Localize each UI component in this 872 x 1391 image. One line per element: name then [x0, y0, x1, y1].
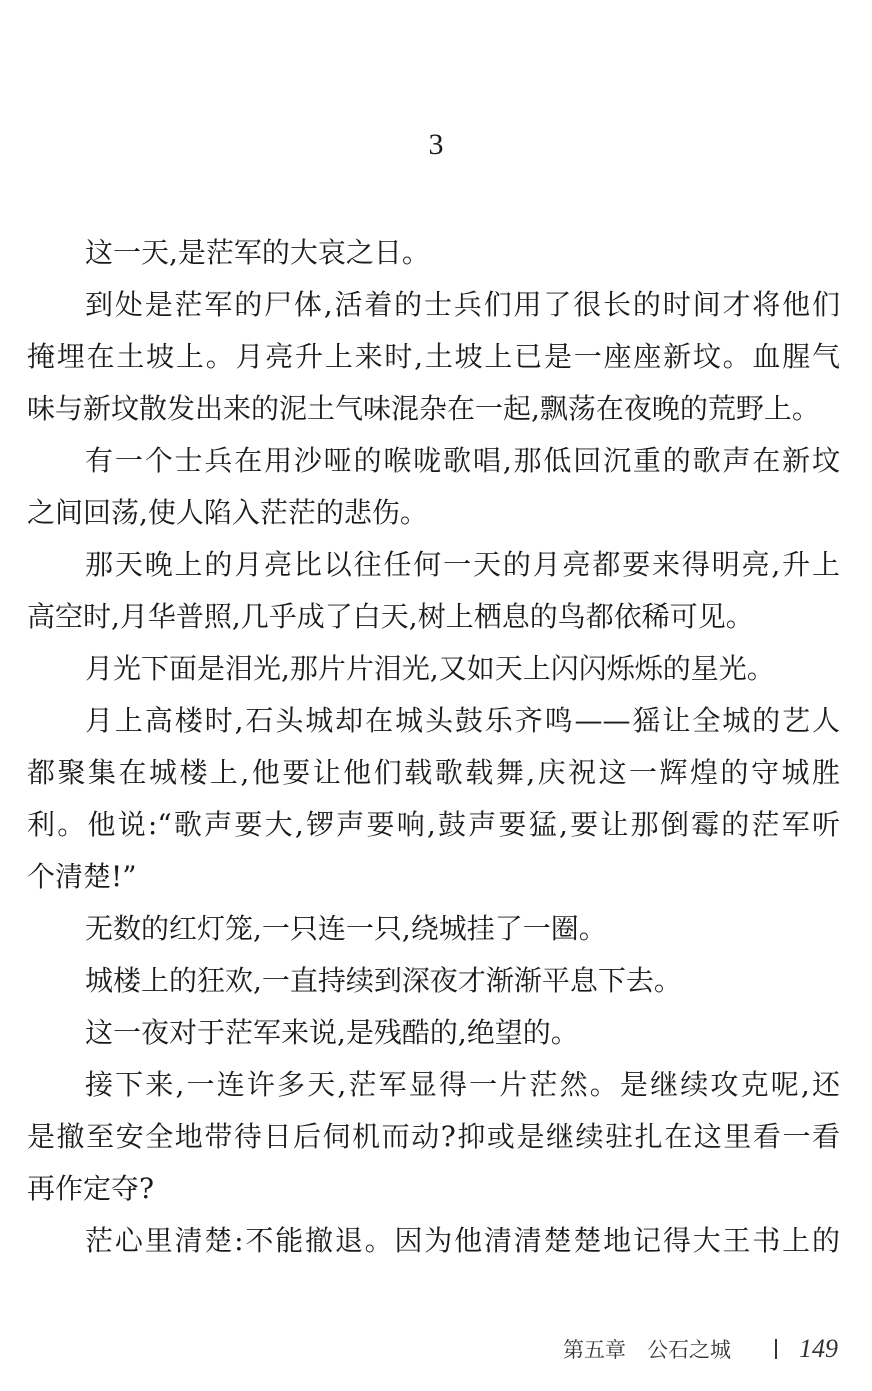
paragraph [27, 695, 840, 903]
paragraph [27, 435, 840, 539]
text-line: 利。他说:“歌声要大,锣声要响,鼓声要猛,要让那倒霉的茫军听 [27, 808, 840, 841]
paragraph [27, 1059, 840, 1215]
text-line: 城楼上的狂欢,一直持续到深夜才渐渐平息下去。 [85, 964, 682, 997]
text-line: 个清楚!” [27, 860, 137, 893]
paragraph [27, 1215, 840, 1267]
footer-divider [775, 1339, 777, 1359]
text-line: 月光下面是泪光,那片片泪光,又如天上闪闪烁烁的星光。 [85, 652, 775, 685]
text-line: 之间回荡,使人陷入茫茫的悲伤。 [27, 496, 428, 529]
text-line: 再作定夺? [27, 1172, 155, 1205]
running-header-chapter: 第五章 公石之城 [563, 1338, 731, 1362]
text-line: 这一夜对于茫军来说,是残酷的,绝望的。 [85, 1016, 579, 1049]
page-footer [563, 1334, 838, 1364]
text-line: 无数的红灯笼,一只连一只,绕城挂了一圈。 [85, 912, 607, 945]
text-line: 味与新坟散发出来的泥土气味混杂在一起,飘荡在夜晚的荒野上。 [27, 392, 820, 425]
section-number: 3 [428, 128, 444, 161]
text-line: 月上高楼时,石头城却在城头鼓乐齐鸣——猺让全城的艺人 [85, 704, 840, 737]
paragraph [27, 539, 840, 643]
paragraph [27, 955, 840, 1007]
paragraph [27, 279, 840, 435]
text-line: 茫心里清楚:不能撤退。因为他清清楚楚地记得大王书上的 [85, 1224, 840, 1257]
text-line: 掩埋在土坡上。月亮升上来时,土坡上已是一座座新坟。血腥气 [27, 340, 840, 373]
text-line: 都聚集在城楼上,他要让他们载歌载舞,庆祝这一辉煌的守城胜 [27, 756, 840, 789]
paragraph [27, 227, 840, 279]
text-line: 是撤至安全地带待日后伺机而动?抑或是继续驻扎在这里看一看 [27, 1120, 840, 1153]
paragraph [27, 903, 840, 955]
paragraph [27, 1007, 840, 1059]
body-text [27, 227, 840, 1267]
paragraph [27, 643, 840, 695]
text-line: 接下来,一连许多天,茫军显得一片茫然。是继续攻克呢,还 [85, 1068, 840, 1101]
text-line: 高空时,月华普照,几乎成了白天,树上栖息的鸟都依稀可见。 [27, 600, 754, 633]
text-line: 这一天,是茫军的大哀之日。 [85, 236, 430, 269]
page-number: 149 [799, 1334, 838, 1363]
text-line: 那天晚上的月亮比以往任何一天的月亮都要来得明亮,升上 [85, 548, 840, 581]
text-line: 到处是茫军的尸体,活着的士兵们用了很长的时间才将他们 [85, 288, 840, 321]
text-line: 有一个士兵在用沙哑的喉咙歌唱,那低回沉重的歌声在新坟 [85, 444, 840, 477]
